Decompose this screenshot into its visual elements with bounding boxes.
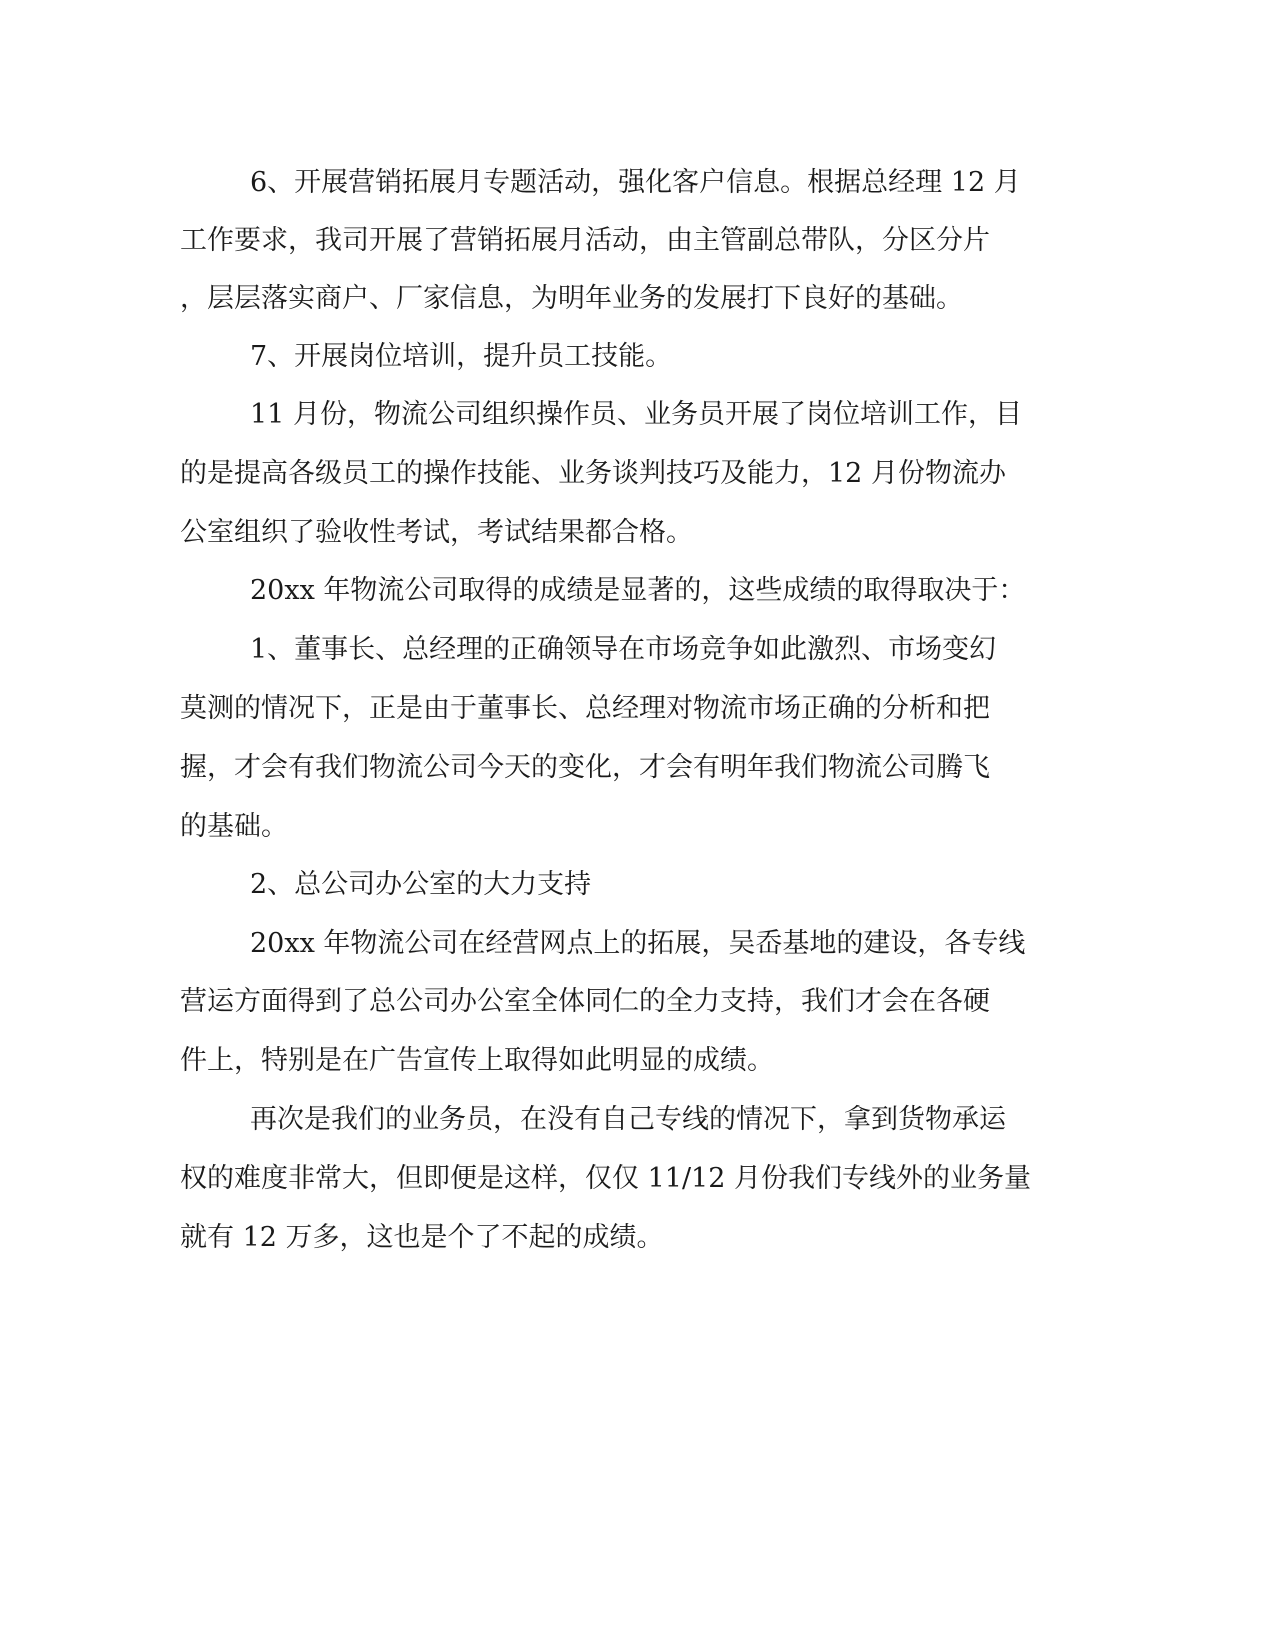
text-line: 权的难度非常大，但即便是这样，仅仅 11/12 月份我们专线外的业务量	[180, 1163, 1031, 1194]
text-line: ，层层落实商户、厂家信息，为明年业务的发展打下良好的基础。	[180, 283, 963, 314]
text-line: 6、开展营销拓展月专题活动，强化客户信息。根据总经理 12 月	[250, 167, 1021, 198]
text-line: 2、总公司办公室的大力支持	[250, 869, 592, 900]
text-line: 7、开展岗位培训，提升员工技能。	[250, 341, 673, 372]
text-line: 20xx 年物流公司在经营网点上的拓展，吴岙基地的建设，各专线	[250, 928, 1026, 959]
text-line: 11 月份，物流公司组织操作员、业务员开展了岗位培训工作，目	[250, 399, 1022, 430]
text-line: 1、董事长、总经理的正确领导在市场竞争如此激烈、市场变幻	[250, 634, 997, 665]
text-line: 握，才会有我们物流公司今天的变化，才会有明年我们物流公司腾飞	[180, 752, 990, 783]
text-line: 莫测的情况下，正是由于董事长、总经理对物流市场正确的分析和把	[180, 693, 990, 724]
text-line: 工作要求，我司开展了营销拓展月活动，由主管副总带队，分区分片	[180, 225, 990, 256]
text-line: 就有 12 万多，这也是个了不起的成绩。	[180, 1222, 664, 1253]
text-line: 20xx 年物流公司取得的成绩是显著的，这些成绩的取得取决于：	[250, 575, 1026, 606]
text-line: 营运方面得到了总公司办公室全体同仁的全力支持，我们才会在各硬	[180, 986, 990, 1017]
text-line: 的是提高各级员工的操作技能、业务谈判技巧及能力，12 月份物流办	[180, 458, 1006, 489]
text-line: 的基础。	[180, 811, 288, 842]
text-line: 件上，特别是在广告宣传上取得如此明显的成绩。	[180, 1045, 774, 1076]
text-line: 再次是我们的业务员，在没有自己专线的情况下，拿到货物承运	[250, 1104, 1006, 1135]
text-line: 公室组织了验收性考试，考试结果都合格。	[180, 517, 693, 548]
